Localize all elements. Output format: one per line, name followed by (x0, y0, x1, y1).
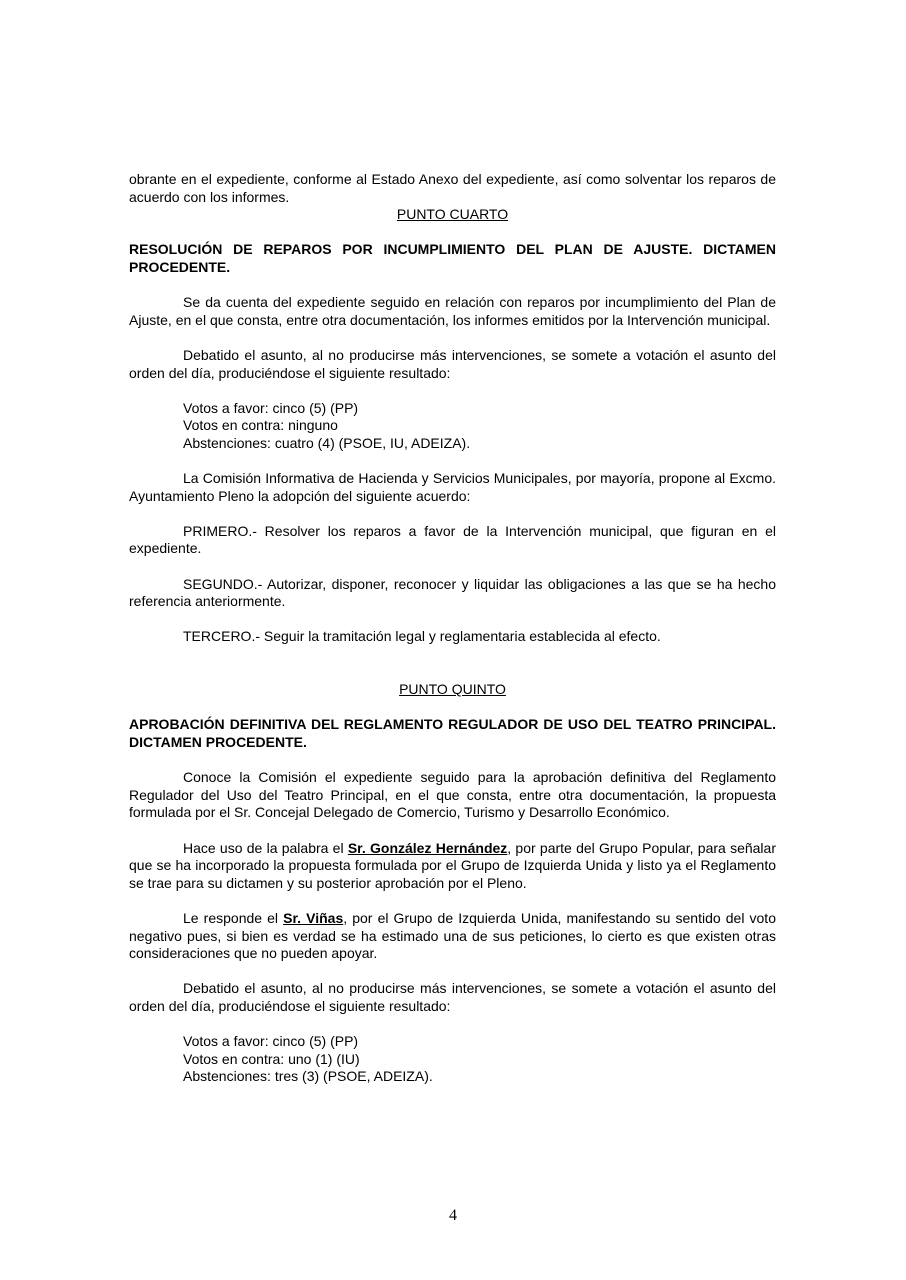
punto-quinto-p1: Conoce la Comisión el expediente seguido para la aprobación definitiva del Reglamento Regulador del Uso del Teatro Principal, en el que consta, entre otra documentación, la propuesta formulada por el Sr. Concejal Delegado de Comercio, Turismo y Desarrollo Económico. (129, 769, 776, 821)
punto-cuarto-p1: Se da cuenta del expediente seguido en relación con reparos por incumplimiento del Plan de Ajuste, en el que consta, entre otra documentación, los informes emitidos por la Intervención municipal. (129, 294, 776, 328)
punto-quinto-p3: Le responde el Sr. Viñas, por el Grupo de Izquierda Unida, manifestando su sentido del voto negativo pues, si bien es verdad se ha estimado una de sus peticiones, lo cierto es que existen otras consideraciones que no pueden apoyar. (129, 909, 776, 962)
speaker-vinas: Sr. Viñas (283, 909, 344, 926)
speaker-gonzalez-hernandez: Sr. González Hernández (347, 839, 508, 856)
acuerdo-primero: PRIMERO.- Resolver los reparos a favor de la Intervención municipal, que figuran en el expediente. (129, 522, 776, 557)
punto-quinto-heading: PUNTO QUINTO (399, 681, 506, 698)
vote-line: Abstenciones: tres (3) (PSOE, ADEIZA). (183, 1068, 433, 1085)
punto-cuarto-heading: PUNTO CUARTO (396, 206, 509, 223)
punto-quinto-p4: Debatido el asunto, al no producirse más intervenciones, se somete a votación el asunto del orden del día, produciéndose el siguiente resultado: (129, 980, 776, 1014)
punto-quinto-title: APROBACIÓN DEFINITIVA DEL REGLAMENTO REGULADOR DE USO DEL TEATRO PRINCIPAL. DICTAMEN PROCEDENTE. (129, 716, 776, 750)
punto-cuarto-title: RESOLUCIÓN DE REPAROS POR INCUMPLIMIENTO DEL PLAN DE AJUSTE. DICTAMEN PROCEDENTE. (129, 241, 776, 275)
punto-quinto-p2: Hace uso de la palabra el Sr. González Hernández, por parte del Grupo Popular, para señalar que se ha incorporado la propuesta formulada por el Grupo de Izquierda Unida y listo ya el Reglamento se trae para su dictamen y su posterior aprobación por el Pleno. (129, 839, 776, 891)
vote-line: Abstenciones: cuatro (4) (PSOE, IU, ADEIZA). (183, 434, 471, 451)
vote-line: Votos en contra: ninguno (183, 417, 338, 434)
vote-line: Votos a favor: cinco (5) (PP) (183, 1033, 359, 1050)
punto-cuarto-p3: La Comisión Informativa de Hacienda y Servicios Municipales, por mayoría, propone al Excmo. Ayuntamiento Pleno la adopción del siguiente acuerdo: (129, 470, 776, 504)
punto-cuarto-p2: Debatido el asunto, al no producirse más intervenciones, se somete a votación el asunto del orden del día, produciéndose el siguiente resultado: (129, 346, 776, 381)
acuerdo-tercero: TERCERO.- Seguir la tramitación legal y reglamentaria establecida al efecto. (183, 628, 661, 645)
acuerdo-segundo: SEGUNDO.- Autorizar, disponer, reconocer y liquidar las obligaciones a las que se ha hecho referencia anteriormente. (129, 575, 776, 610)
page-number: 4 (449, 1207, 457, 1224)
vote-line: Votos a favor: cinco (5) (PP) (183, 399, 359, 416)
document-page (129, 171, 776, 1086)
vote-line: Votos en contra: uno (1) (IU) (183, 1050, 360, 1067)
intro-paragraph: obrante en el expediente, conforme al Estado Anexo del expediente, así como solventar los reparos de acuerdo con los informes. (129, 171, 776, 205)
